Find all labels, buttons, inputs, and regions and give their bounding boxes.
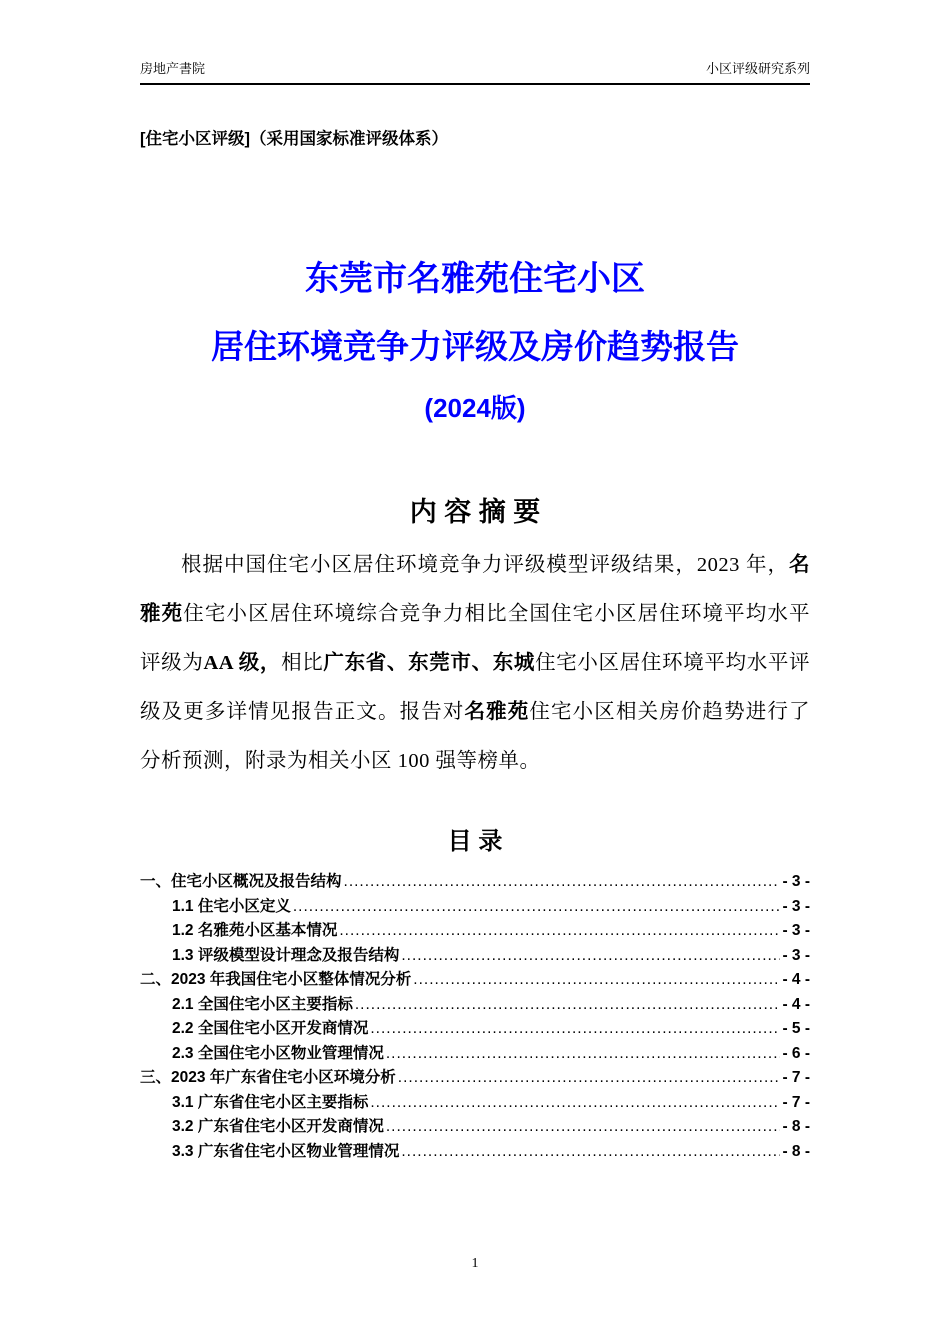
toc-entry-page: - 4 - <box>782 971 810 988</box>
toc-dot-leader <box>370 1091 780 1116</box>
toc-entry-label: 三、2023 年广东省住宅小区环境分析 <box>140 1069 396 1086</box>
toc-entry-page: - 8 - <box>782 1142 810 1160</box>
toc-entry[interactable] <box>140 993 810 1018</box>
toc-entry-label: 一、住宅小区概况及报告结构 <box>140 873 342 890</box>
header-right-text: 小区评级研究系列 <box>705 61 810 76</box>
toc-entry[interactable] <box>140 1066 810 1091</box>
rating-tagline: [住宅小区评级]（采用国家标准评级体系） <box>140 130 448 148</box>
toc-entry-label: 1.3 评级模型设计理念及报告结构 <box>172 946 400 964</box>
report-title-block <box>140 257 810 425</box>
toc-entry[interactable] <box>140 944 810 969</box>
toc-dot-leader <box>386 1115 781 1140</box>
toc-entry[interactable] <box>140 1115 810 1140</box>
toc-dot-leader <box>293 895 781 920</box>
toc-entry[interactable] <box>140 1017 810 1042</box>
summary-text-bold: 广东省、东莞市、东城 <box>323 652 536 674</box>
toc-entry-label: 3.1 广东省住宅小区主要指标 <box>172 1093 369 1111</box>
toc-dot-leader <box>370 1017 780 1042</box>
summary-text: 相比 <box>281 652 324 674</box>
summary-text: 住宅小区相关房价趋势进行了分析预测，附录为相关小区 100 强等榜单。 <box>140 701 811 772</box>
summary-heading: 内 容 摘 要 <box>409 497 541 527</box>
header-left-text: 房地产書院 <box>140 61 206 76</box>
toc-entry[interactable] <box>140 870 810 895</box>
toc-entry-page: - 3 - <box>782 897 810 915</box>
toc-dot-leader <box>398 1066 781 1091</box>
toc-entry-label: 3.3 广东省住宅小区物业管理情况 <box>172 1142 400 1160</box>
toc-entry-page: - 6 - <box>782 1044 810 1062</box>
toc-entry-page: - 8 - <box>782 1118 810 1135</box>
summary-text: 根据中国住宅小区居住环境竞争力评级模型评级结果，2023 年， <box>181 554 789 576</box>
toc-dot-leader <box>339 919 780 944</box>
toc-entry-label: 二、2023 年我国住宅小区整体情况分析 <box>140 971 412 988</box>
toc-entry-label: 1.1 住宅小区定义 <box>172 897 291 915</box>
summary-text-bold: AA 级， <box>203 652 282 674</box>
toc-entry[interactable] <box>140 1140 810 1165</box>
report-title-edition: (2024版) <box>424 393 526 423</box>
summary-paragraph <box>140 541 810 786</box>
toc-dot-leader <box>413 968 780 993</box>
toc-entry-page: - 7 - <box>782 1093 810 1111</box>
toc-entry[interactable] <box>140 968 810 993</box>
toc-dot-leader <box>386 1042 781 1067</box>
summary-text: 住宅小区居住环境平均水平评级及更多详情见报告正文。报告对 <box>140 652 811 723</box>
toc-entry-label: 1.2 名雅苑小区基本情况 <box>172 922 338 939</box>
toc-entry-page: - 7 - <box>782 1069 810 1086</box>
toc-entry[interactable] <box>140 919 810 944</box>
toc-entry-label: 3.2 广东省住宅小区开发商情况 <box>172 1118 384 1135</box>
toc-entry-label: 2.2 全国住宅小区开发商情况 <box>172 1020 369 1037</box>
toc-entry-label: 2.3 全国住宅小区物业管理情况 <box>172 1044 384 1062</box>
toc-entry-label: 2.1 全国住宅小区主要指标 <box>172 995 353 1013</box>
toc-entry-page: - 5 - <box>782 1020 810 1037</box>
summary-text-bold: 名雅苑 <box>464 701 530 723</box>
toc-dot-leader <box>344 870 781 895</box>
toc-dot-leader <box>401 1140 780 1165</box>
page-number: 1 <box>471 1256 479 1271</box>
toc-dot-leader <box>355 993 781 1018</box>
toc-entry-page: - 4 - <box>782 995 810 1013</box>
toc-entry-page: - 3 - <box>782 946 810 964</box>
toc-entry-page: - 3 - <box>782 922 810 939</box>
page-header <box>140 58 810 85</box>
summary-text-bold: 名雅苑 <box>140 554 810 625</box>
report-title-line1: 东莞市名雅苑住宅小区 <box>305 260 645 298</box>
toc-entry[interactable] <box>140 1042 810 1067</box>
toc-entry[interactable] <box>140 895 810 920</box>
table-of-contents <box>140 870 810 1164</box>
toc-entry[interactable] <box>140 1091 810 1116</box>
report-title-line2: 居住环境竞争力评级及房价趋势报告 <box>211 328 739 365</box>
summary-text: 住宅小区居住环境综合竞争力相比全国住宅小区居住环境平均水平评级为 <box>140 603 811 674</box>
toc-dot-leader <box>401 944 780 969</box>
toc-entry-page: - 3 - <box>782 873 810 890</box>
toc-heading: 目 录 <box>447 828 503 855</box>
